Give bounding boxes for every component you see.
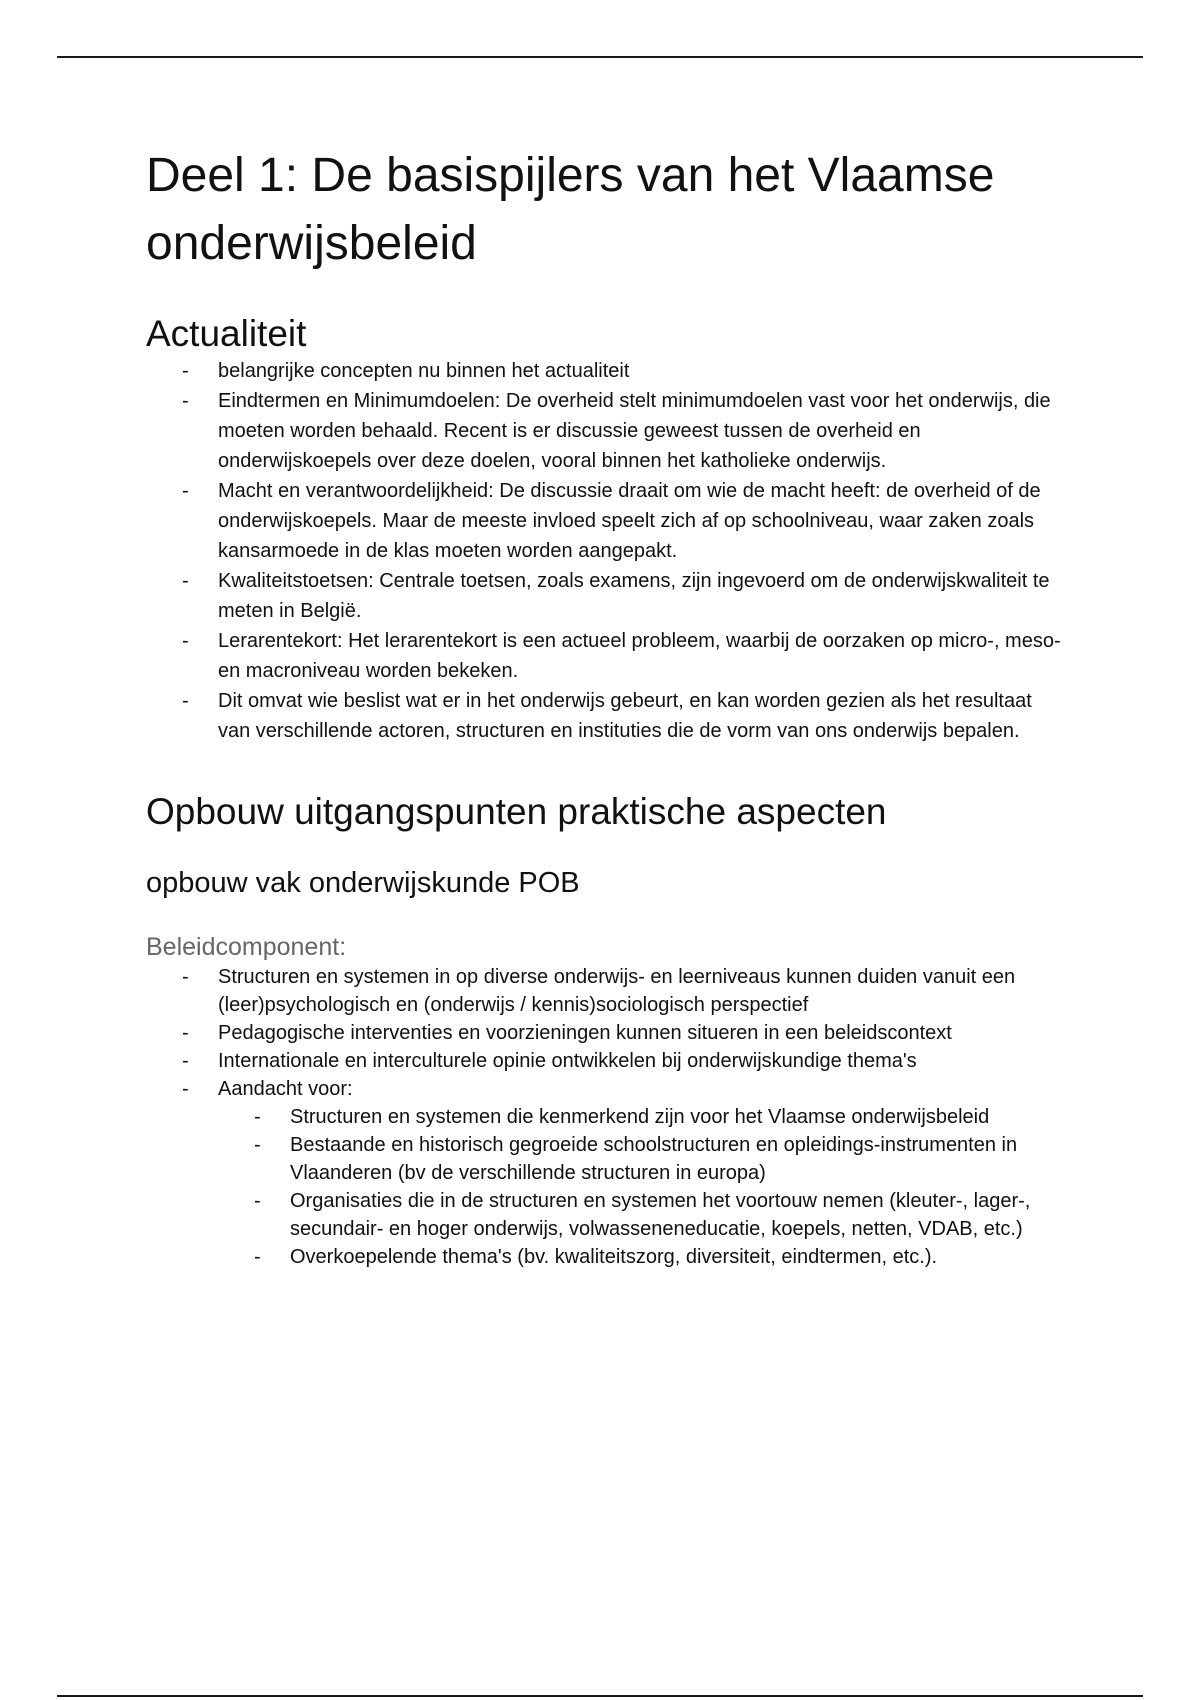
list-item: - Kwaliteitstoetsen: Centrale toetsen, zoals examens, zijn ingevoerd om de onderwijskwaliteit te meten in België. xyxy=(218,566,1066,626)
subheading-vak: opbouw vak onderwijskunde POB xyxy=(146,867,580,899)
bullet-dash: - xyxy=(182,570,189,592)
nested-list-item: - Bestaande en historisch gegroeide schoolstructuren en opleidings-instrumenten in Vlaanderen (bv de verschillende structuren in europa) xyxy=(290,1131,1066,1187)
bullet-dash: - xyxy=(182,966,189,988)
nested-list-item: - Overkoepelende thema's (bv. kwaliteitszorg, diversiteit, eindtermen, etc.). xyxy=(290,1243,1066,1271)
list-item: - Structuren en systemen in op diverse onderwijs- en leerniveaus kunnen duiden vanuit een (leer)psychologisch en (onderwijs / kennis)sociologisch perspectief xyxy=(218,963,1066,1019)
bottom-divider xyxy=(57,1695,1143,1697)
bullet-dash: - xyxy=(182,1050,189,1072)
bullet-dash: - xyxy=(182,360,189,382)
bullet-dash: - xyxy=(254,1106,261,1128)
section-heading-opbouw: Opbouw uitgangspunten praktische aspecten xyxy=(146,791,887,832)
nested-list-item: - Organisaties die in de structuren en systemen het voortouw nemen (kleuter-, lager-, secundair- en hoger onderwijs, volwasseneneducatie, koepels, netten, VDAB, etc.) xyxy=(290,1187,1066,1243)
actualiteit-list xyxy=(146,356,1066,746)
top-divider xyxy=(57,56,1143,58)
bullet-dash: - xyxy=(182,1022,189,1044)
list-item: - Dit omvat wie beslist wat er in het onderwijs gebeurt, en kan worden gezien als het resultaat van verschillende actoren, structuren en instituties die de vorm van ons onderwijs bepalen. xyxy=(218,686,1066,746)
bullet-dash: - xyxy=(182,690,189,712)
list-item: - Lerarentekort: Het lerarentekort is een actueel probleem, waarbij de oorzaken op micro-, meso- en macroniveau worden bekeken. xyxy=(218,626,1066,686)
page-title: Deel 1: De basispijlers van het Vlaamse onderwijsbeleid xyxy=(146,149,995,270)
bullet-dash: - xyxy=(254,1246,261,1268)
minor-heading-beleidcomponent: Beleidcomponent: xyxy=(146,933,347,961)
list-item: - Pedagogische interventies en voorzieningen kunnen situeren in een beleidscontext xyxy=(218,1019,1066,1047)
list-item: - Internationale en interculturele opinie ontwikkelen bij onderwijskundige thema's xyxy=(218,1047,1066,1075)
nested-list-item: - Structuren en systemen die kenmerkend zijn voor het Vlaamse onderwijsbeleid xyxy=(290,1103,1066,1131)
bullet-dash: - xyxy=(182,390,189,412)
aandacht-voor-nested-list xyxy=(218,1103,1066,1271)
beleidcomponent-list xyxy=(146,963,1066,1271)
bullet-dash: - xyxy=(182,480,189,502)
bullet-dash: - xyxy=(254,1190,261,1212)
bullet-dash: - xyxy=(182,1078,189,1100)
bullet-dash: - xyxy=(254,1134,261,1156)
list-item: - belangrijke concepten nu binnen het actualiteit xyxy=(218,356,1066,386)
list-item: - Eindtermen en Minimumdoelen: De overheid stelt minimumdoelen vast voor het onderwijs, die moeten worden behaald. Recent is er discussie geweest tussen de overheid en onderwijskoepels over deze doelen, vooral binnen het katholieke onderwijs. xyxy=(218,386,1066,476)
list-item: - Macht en verantwoordelijkheid: De discussie draait om wie de macht heeft: de overheid of de onderwijskoepels. Maar de meeste invloed speelt zich af op schoolniveau, waar zaken zoals kansarmoede in de klas moeten worden aangepakt. xyxy=(218,476,1066,566)
document-body xyxy=(146,142,1066,1271)
list-item: - Aandacht voor: - Structuren en systemen die kenmerkend zijn voor het Vlaamse onderwijsbeleid - Bestaande en historisch gegroeide schoolstructuren en opleidings-instrumenten in Vlaanderen (bv de verschillende structuren in europa) - Organisaties die in de structuren en systemen het voortouw nemen (kleuter-, lager-, secundair- en hoger onderwijs, volwasseneneducatie, koepels, netten, VDAB, etc.) - Overkoepelende thema's (bv. kwaliteitszorg, diversiteit, eindtermen, etc.). xyxy=(218,1075,1066,1271)
section-heading-actualiteit: Actualiteit xyxy=(146,313,307,354)
bullet-dash: - xyxy=(182,630,189,652)
